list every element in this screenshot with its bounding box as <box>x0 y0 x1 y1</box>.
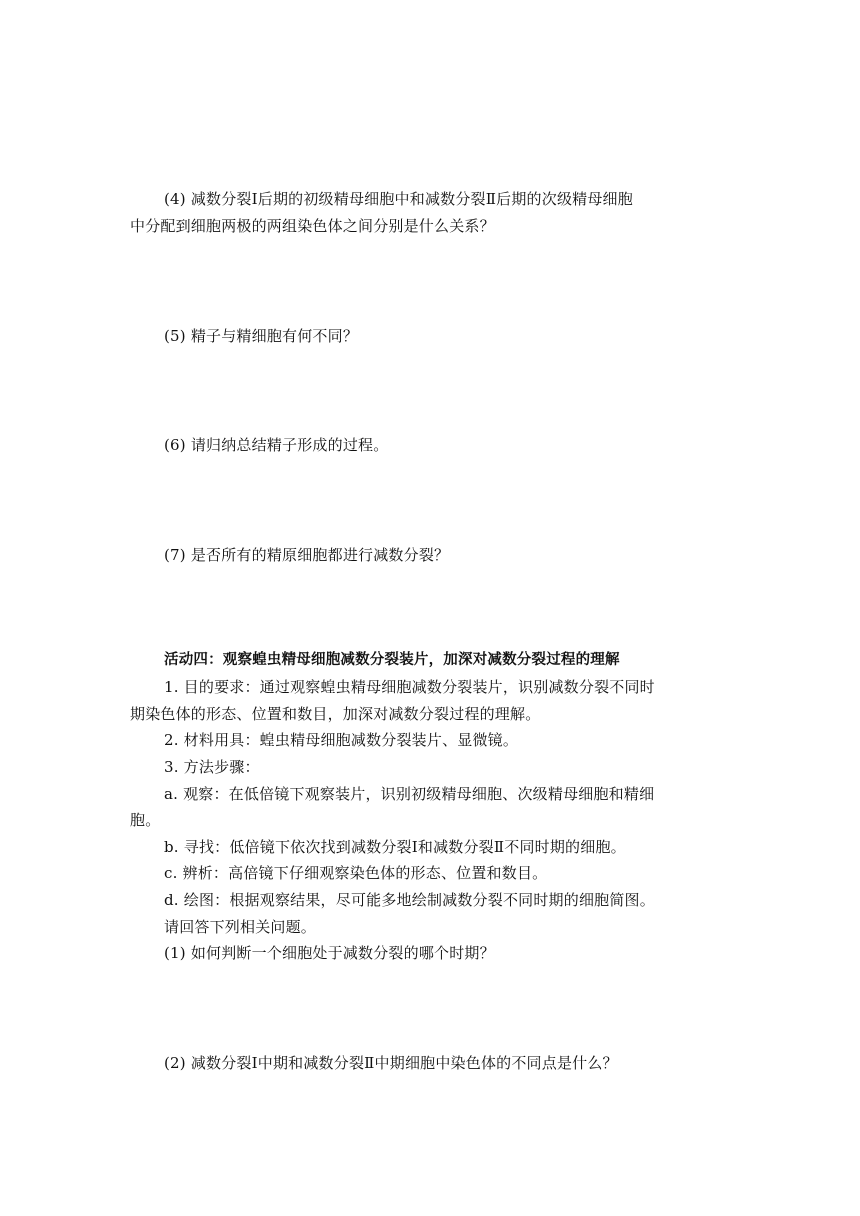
step-a-line-2: 胞。 <box>130 811 161 829</box>
materials: 2. 材料用具：蝗虫精母细胞减数分裂装片、显微镜。 <box>164 731 519 749</box>
question-4-line-2: 中分配到细胞两极的两组染色体之间分别是什么关系？ <box>130 217 495 235</box>
activity-4-question-1: (1) 如何判断一个细胞处于减数分裂的哪个时期？ <box>164 944 495 962</box>
step-c: c. 辨析：高倍镜下仔细观察染色体的形态、位置和数目。 <box>164 864 548 882</box>
step-d: d. 绘图：根据观察结果，尽可能多地绘制减数分裂不同时期的细胞简图。 <box>164 891 655 909</box>
step-a-line-1: a. 观察：在低倍镜下观察装片，识别初级精母细胞、次级精母细胞和精细 <box>164 785 655 803</box>
step-b: b. 寻找：低倍镜下依次找到减数分裂Ⅰ和减数分裂Ⅱ不同时期的细胞。 <box>164 838 626 856</box>
question-5: (5) 精子与精细胞有何不同？ <box>164 327 359 345</box>
activity-4-question-2: (2) 减数分裂Ⅰ中期和减数分裂Ⅱ中期细胞中染色体的不同点是什么？ <box>164 1054 618 1072</box>
question-7: (7) 是否所有的精原细胞都进行减数分裂？ <box>164 546 450 564</box>
question-6: (6) 请归纳总结精子形成的过程。 <box>164 436 389 454</box>
answer-prompt: 请回答下列相关问题。 <box>164 918 317 936</box>
question-4-line-1: (4) 减数分裂Ⅰ后期的初级精母细胞中和减数分裂Ⅱ后期的次级精母细胞 <box>164 190 633 208</box>
purpose-line-1: 1. 目的要求：通过观察蝗虫精母细胞减数分裂装片，识别减数分裂不同时 <box>164 678 655 696</box>
purpose-line-2: 期染色体的形态、位置和数目，加深对减数分裂过程的理解。 <box>130 705 541 723</box>
activity-4-title: 活动四：观察蝗虫精母细胞减数分裂装片，加深对减数分裂过程的理解 <box>164 652 620 668</box>
methods-heading: 3. 方法步骤： <box>164 758 260 776</box>
